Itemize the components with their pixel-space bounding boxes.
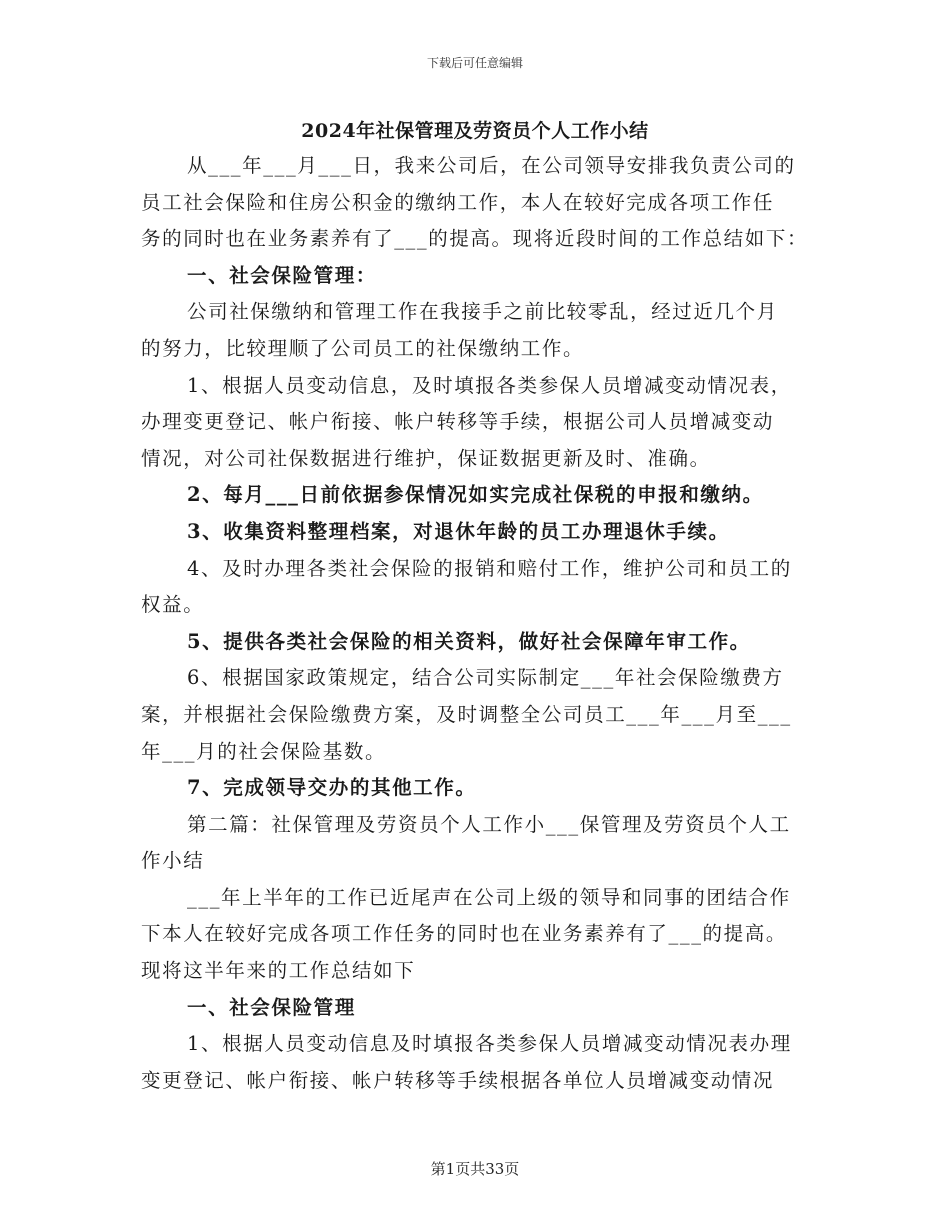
body-line: 办理变更登记、帐户衔接、帐户转移等手续，根据公司人员增减变动 bbox=[141, 410, 775, 434]
body-line: 作小结 bbox=[141, 849, 205, 873]
body-line: 5、提供各类社会保险的相关资料，做好社会保障年审工作。 bbox=[187, 629, 751, 653]
document-title: 2024年社保管理及劳资员个人工作小结 bbox=[301, 120, 649, 142]
body-line: 6、根据国家政策规定，结合公司实际制定___年社会保险缴费方 bbox=[187, 666, 784, 690]
body-line: 年___月的社会保险基数。 bbox=[141, 739, 387, 763]
page-footer: 第1页共33页 bbox=[430, 1160, 520, 1178]
body-line: 务的同时也在业务素养有了___的提高。现将近段时间的工作总结如下： bbox=[141, 227, 809, 251]
body-line: 现将这半年来的工作总结如下 bbox=[141, 959, 416, 983]
body-line: 变更登记、帐户衔接、帐户转移等手续根据各单位人员增减变动情况 bbox=[141, 1068, 775, 1092]
body-line: 一、社会保险管理： bbox=[187, 263, 377, 287]
body-line: 情况，对公司社保数据进行维护，保证数据更新及时、准确。 bbox=[141, 446, 711, 470]
document-body bbox=[141, 148, 811, 1099]
body-line: 第二篇：社保管理及劳资员个人工作小___保管理及劳资员个人工 bbox=[187, 812, 791, 836]
body-line: 下本人在较好完成各项工作任务的同时也在业务素养有了___的提高。 bbox=[141, 922, 787, 946]
body-line: 一、社会保险管理 bbox=[187, 995, 356, 1019]
body-line: 4、及时办理各类社会保险的报销和赔付工作，维护公司和员工的 bbox=[187, 556, 792, 580]
body-line: 2、每月___日前依据参保情况如实完成社保税的申报和缴纳。 bbox=[187, 483, 764, 507]
body-line: 的努力，比较理顺了公司员工的社保缴纳工作。 bbox=[141, 336, 585, 360]
body-line: 权益。 bbox=[141, 593, 205, 617]
body-line: 员工社会保险和住房公积金的缴纳工作，本人在较好完成各项工作任 bbox=[141, 190, 775, 214]
body-line: 案，并根据社会保险缴费方案，及时调整全公司员工___年___月至___ bbox=[141, 702, 792, 726]
body-line: ___年上半年的工作已近尾声在公司上级的领导和同事的团结合作 bbox=[187, 885, 791, 909]
body-line: 1、根据人员变动信息，及时填报各类参保人员增减变动情况表， bbox=[187, 373, 792, 397]
body-line: 从___年___月___日，我来公司后，在公司领导安排我负责公司的 bbox=[187, 154, 796, 177]
body-line: 7、完成领导交办的其他工作。 bbox=[187, 776, 477, 800]
header-note: 下载后可任意编辑 bbox=[426, 56, 523, 70]
body-line: 1、根据人员变动信息及时填报各类参保人员增减变动情况表办理 bbox=[187, 1032, 792, 1056]
body-line: 公司社保缴纳和管理工作在我接手之前比较零乱，经过近几个月 bbox=[187, 300, 778, 324]
body-line: 3、收集资料整理档案，对退休年龄的员工办理退休手续。 bbox=[187, 519, 730, 543]
